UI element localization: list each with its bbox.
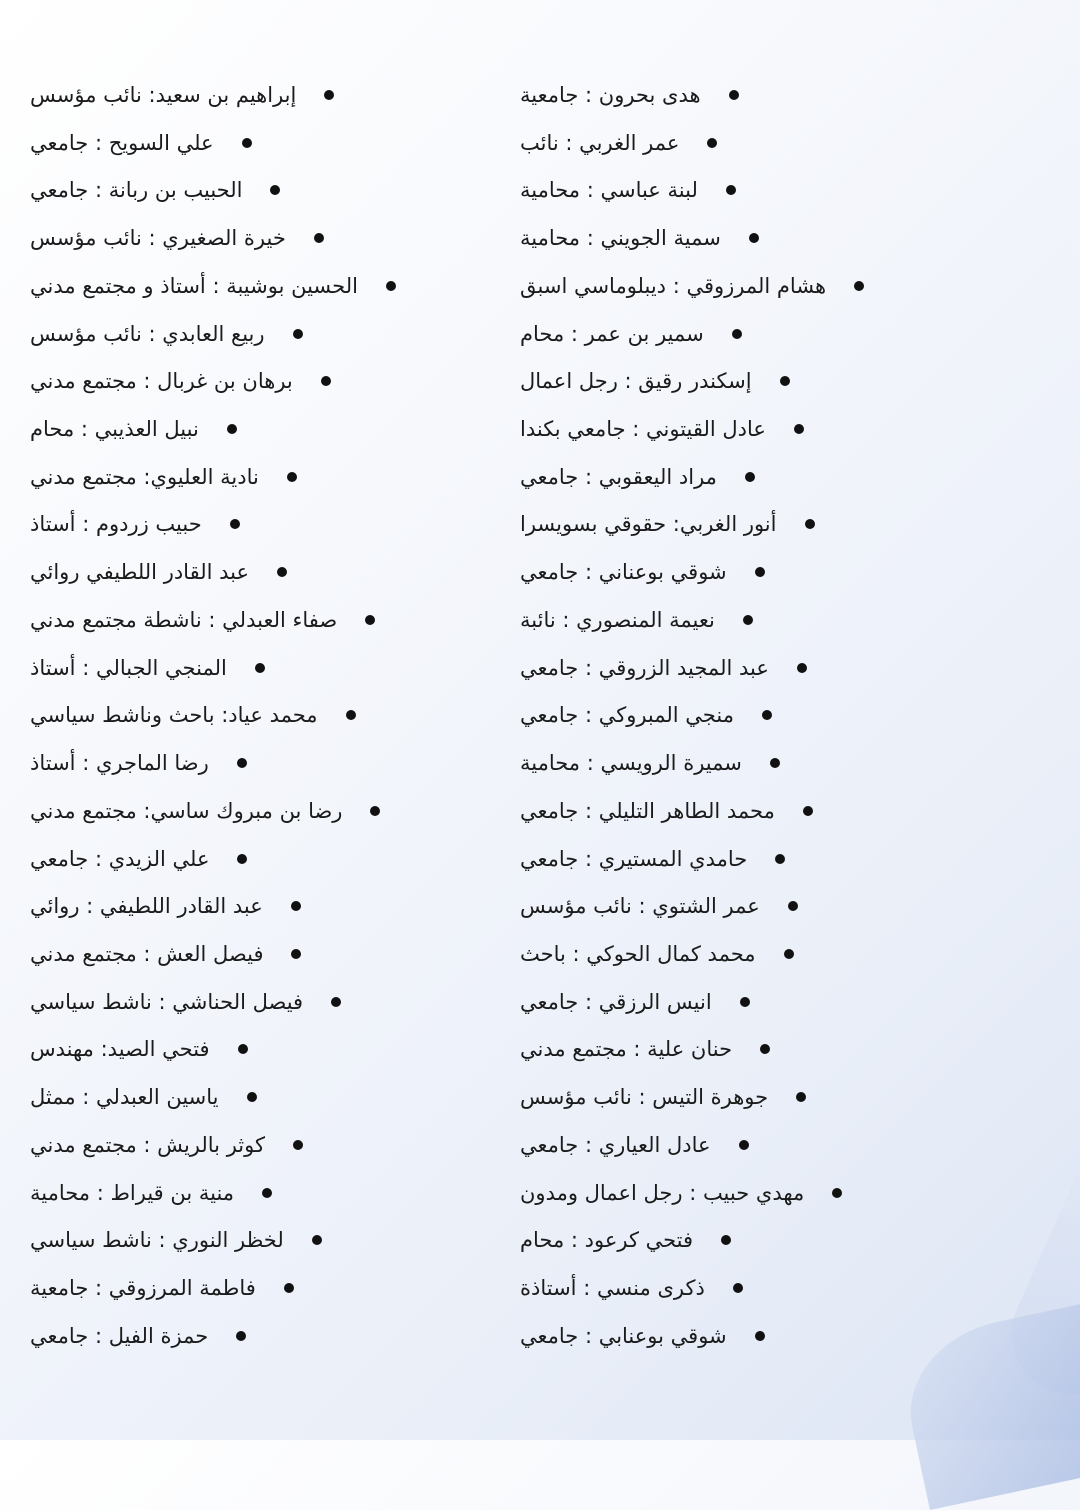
- bullet-icon: [314, 233, 324, 243]
- list-item: [30, 310, 530, 358]
- list-item: [520, 548, 1020, 596]
- list-item: [30, 1121, 530, 1169]
- list-item: [30, 71, 530, 119]
- list-item-label: لخظر النوري : ناشط سياسي: [30, 1228, 284, 1253]
- bullet-icon: [293, 1140, 303, 1150]
- bullet-icon: [796, 1092, 806, 1102]
- list-item: [30, 214, 530, 262]
- list-item-label: خيرة الصغيري : نائب مؤسس: [30, 226, 286, 251]
- list-item-label: أنور الغربي: حقوقي بسويسرا: [520, 512, 777, 537]
- list-item-label: المنجي الجبالي : أستاذ: [30, 655, 227, 680]
- bullet-icon: [721, 1235, 731, 1245]
- list-item-label: كوثر بالريش : مجتمع مدني: [30, 1132, 265, 1157]
- bullet-icon: [854, 281, 864, 291]
- list-item-label: عمر الشتوي : نائب مؤسس: [520, 894, 760, 919]
- bullet-icon: [739, 1140, 749, 1150]
- list-item: [520, 644, 1020, 692]
- bullet-icon: [770, 758, 780, 768]
- bullet-icon: [287, 472, 297, 482]
- bullet-icon: [780, 376, 790, 386]
- bullet-icon: [331, 997, 341, 1007]
- bullet-icon: [255, 663, 265, 673]
- bullet-icon: [729, 90, 739, 100]
- list-item-label: مهدي حبيب : رجل اعمال ومدون: [520, 1180, 805, 1205]
- right-column: [520, 71, 1020, 1371]
- bullet-icon: [236, 1331, 246, 1341]
- bullet-icon: [242, 138, 252, 148]
- list-item: [30, 596, 530, 644]
- list-item-label: إسكندر رقيق : رجل اعمال: [520, 369, 752, 394]
- bullet-icon: [227, 424, 237, 434]
- list-item-label: فيصل العش : مجتمع مدني: [30, 941, 264, 966]
- list-item: [30, 1025, 530, 1073]
- list-item: [520, 835, 1020, 883]
- list-item: [30, 1312, 530, 1360]
- bullet-icon: [805, 519, 815, 529]
- bullet-icon: [365, 615, 375, 625]
- list-item: [520, 262, 1020, 310]
- list-item: [30, 644, 530, 692]
- list-item: [30, 357, 530, 405]
- bullet-icon: [293, 329, 303, 339]
- bullet-icon: [291, 901, 301, 911]
- left-column: [30, 71, 530, 1371]
- list-item-label: فتحي الصيد: مهندس: [30, 1037, 210, 1062]
- list-item: [30, 787, 530, 835]
- list-item: [520, 930, 1020, 978]
- list-item-label: عمر الغربي : نائب: [520, 130, 680, 155]
- list-item: [520, 357, 1020, 405]
- list-item: [520, 691, 1020, 739]
- list-item: [520, 1264, 1020, 1312]
- list-item-label: برهان بن غربال : مجتمع مدني: [30, 369, 293, 394]
- bullet-icon: [247, 1092, 257, 1102]
- list-item-label: عبد القادر اللطيفي روائي: [30, 560, 250, 585]
- list-item: [30, 978, 530, 1026]
- bullet-icon: [237, 854, 247, 864]
- bullet-icon: [386, 281, 396, 291]
- bullet-icon: [270, 185, 280, 195]
- list-item-label: فيصل الحناشي : ناشط سياسي: [30, 989, 304, 1014]
- bullet-icon: [784, 949, 794, 959]
- bullet-icon: [346, 710, 356, 720]
- list-item: [30, 405, 530, 453]
- list-item-label: رضا بن مبروك ساسي: مجتمع مدني: [30, 798, 343, 823]
- bullet-icon: [797, 663, 807, 673]
- list-item: [520, 882, 1020, 930]
- list-item-label: عادل العياري : جامعي: [520, 1132, 711, 1157]
- bullet-icon: [732, 329, 742, 339]
- list-item: [30, 548, 530, 596]
- list-item-label: سمية الجويني : محامية: [520, 226, 721, 251]
- list-item: [30, 882, 530, 930]
- list-item-label: الحسين بوشيبة : أستاذ و مجتمع مدني: [30, 273, 358, 298]
- bullet-icon: [312, 1235, 322, 1245]
- list-item: [30, 166, 530, 214]
- list-item-label: شوقي بوعناني : جامعي: [520, 560, 727, 585]
- list-item-label: هدى بحرون : جامعية: [520, 83, 701, 107]
- bullet-icon: [726, 185, 736, 195]
- bullet-icon: [237, 758, 247, 768]
- list-item-label: محمد الطاهر التليلي : جامعي: [520, 798, 775, 823]
- bullet-icon: [755, 1331, 765, 1341]
- list-item: [520, 978, 1020, 1026]
- bullet-icon: [749, 233, 759, 243]
- list-item: [30, 930, 530, 978]
- list-item: [30, 1216, 530, 1264]
- list-item: [30, 1264, 530, 1312]
- list-item-label: إبراهيم بن سعيد: نائب مؤسس: [30, 83, 297, 107]
- list-item-label: حامدي المستيري : جامعي: [520, 846, 748, 871]
- bullet-icon: [775, 854, 785, 864]
- list-item-label: رضا الماجري : أستاذ: [30, 751, 209, 776]
- bullet-icon: [755, 567, 765, 577]
- bullet-icon: [238, 1044, 248, 1054]
- list-item: [520, 787, 1020, 835]
- list-item: [520, 310, 1020, 358]
- list-item: [30, 1169, 530, 1217]
- list-item-label: عادل القيتوني : جامعي بكندا: [520, 417, 766, 442]
- list-item-label: علي الزيدي : جامعي: [30, 846, 210, 871]
- list-item-label: لبنة عباسي : محامية: [520, 178, 698, 203]
- bullet-icon: [794, 424, 804, 434]
- list-item: [520, 596, 1020, 644]
- bullet-icon: [745, 472, 755, 482]
- bullet-icon: [707, 138, 717, 148]
- list-item: [520, 1216, 1020, 1264]
- list-item: [30, 835, 530, 883]
- list-item: [520, 1121, 1020, 1169]
- list-item: [520, 119, 1020, 167]
- bullet-icon: [262, 1188, 272, 1198]
- bullet-icon: [277, 567, 287, 577]
- list-item-label: نادية العليوي: مجتمع مدني: [30, 464, 259, 489]
- names-list: [0, 71, 1080, 1371]
- bullet-icon: [733, 1283, 743, 1293]
- list-item-label: عبد القادر اللطيفي : روائي: [30, 894, 263, 919]
- list-item-label: صفاء العبدلي : ناشطة مجتمع مدني: [30, 607, 338, 632]
- list-item-label: محمد عياد: باحث وناشط سياسي: [30, 703, 318, 728]
- list-item-label: فتحي كرعود : محام: [520, 1228, 694, 1253]
- list-item: [520, 1025, 1020, 1073]
- list-item-label: جوهرة التيس : نائب مؤسس: [520, 1085, 769, 1110]
- bullet-icon: [743, 615, 753, 625]
- list-item: [30, 1073, 530, 1121]
- bullet-icon: [803, 806, 813, 816]
- list-item: [30, 500, 530, 548]
- list-item: [520, 166, 1020, 214]
- list-item-label: الحبيب بن ربانة : جامعي: [30, 178, 243, 203]
- list-item: [520, 1073, 1020, 1121]
- bullet-icon: [370, 806, 380, 816]
- list-item: [520, 500, 1020, 548]
- list-item-label: حبيب زردوم : أستاذ: [30, 512, 202, 537]
- list-item-label: حمزة الفيل : جامعي: [30, 1323, 209, 1348]
- list-item-label: شوقي بوعنابي : جامعي: [520, 1323, 727, 1348]
- bullet-icon: [284, 1283, 294, 1293]
- list-item-label: علي السويح : جامعي: [30, 130, 214, 155]
- list-item-label: نبيل العذيبي : محام: [30, 417, 199, 442]
- list-item-label: منجي المبروكي : جامعي: [520, 703, 734, 728]
- list-item-label: حنان علية : مجتمع مدني: [520, 1037, 733, 1062]
- list-item-label: ربيع العابدي : نائب مؤسس: [30, 321, 265, 346]
- bullet-icon: [230, 519, 240, 529]
- bullet-icon: [788, 901, 798, 911]
- list-item-label: محمد كمال الحوكي : باحث: [520, 941, 756, 966]
- list-item: [30, 262, 530, 310]
- list-item: [520, 214, 1020, 262]
- list-item-label: هشام المرزوقي : ديبلوماسي اسبق: [520, 273, 827, 298]
- bullet-icon: [762, 710, 772, 720]
- list-item-label: سمير بن عمر : محام: [520, 321, 704, 346]
- list-item: [30, 691, 530, 739]
- bullet-icon: [291, 949, 301, 959]
- bullet-icon: [760, 1044, 770, 1054]
- list-item-label: ياسين العبدلي : ممثل: [30, 1085, 219, 1110]
- list-item: [520, 405, 1020, 453]
- list-item: [520, 453, 1020, 501]
- list-item: [30, 119, 530, 167]
- bullet-icon: [321, 376, 331, 386]
- list-item: [520, 1312, 1020, 1360]
- list-item: [30, 453, 530, 501]
- bullet-icon: [324, 90, 334, 100]
- bullet-icon: [832, 1188, 842, 1198]
- list-item-label: سميرة الرويسي : محامية: [520, 751, 742, 776]
- list-item: [520, 739, 1020, 787]
- list-item: [520, 71, 1020, 119]
- list-item-label: عبد المجيد الزروقي : جامعي: [520, 655, 769, 680]
- list-item-label: فاطمة المرزوقي : جامعية: [30, 1276, 256, 1300]
- list-item: [520, 1169, 1020, 1217]
- bullet-icon: [740, 997, 750, 1007]
- list-item-label: مراد اليعقوبي : جامعي: [520, 464, 717, 489]
- list-item-label: منية بن قيراط : محامية: [30, 1180, 235, 1205]
- list-item-label: نعيمة المنصوري : نائبة: [520, 607, 715, 632]
- list-item-label: ذكرى منسي : أستاذة: [520, 1276, 705, 1300]
- list-item-label: انيس الرزقي : جامعي: [520, 989, 712, 1014]
- list-item: [30, 739, 530, 787]
